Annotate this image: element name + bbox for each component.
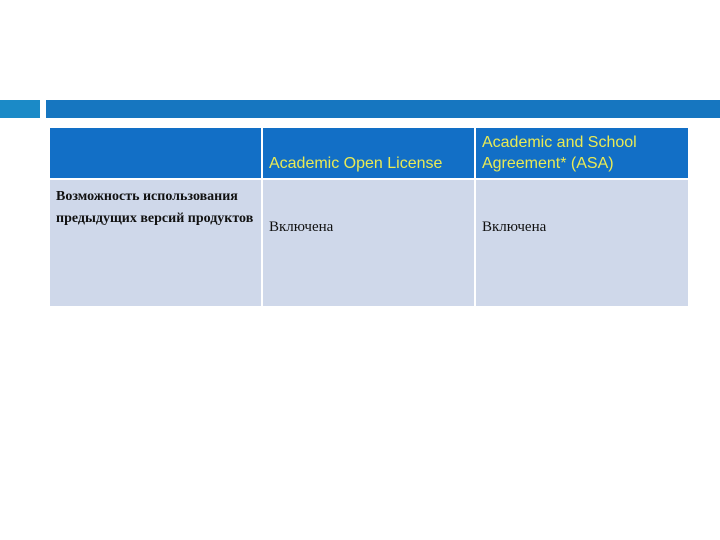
row-feature-label: Возможность использования предыдущих версий продуктов: [50, 180, 261, 306]
header-academic-open-license: Academic Open License: [263, 128, 474, 178]
row-value-open-license: Включена: [263, 180, 474, 306]
header-feature: [50, 128, 261, 178]
table-row: [50, 180, 688, 306]
row-value-asa: Включена: [476, 180, 688, 306]
title-accent-bar: [46, 100, 720, 118]
title-accent-bar-left: [0, 100, 40, 118]
table-header-row: [50, 128, 688, 178]
header-academic-school-agreement: Academic and School Agreement* (ASA): [476, 128, 688, 178]
license-comparison-table: [48, 126, 690, 308]
